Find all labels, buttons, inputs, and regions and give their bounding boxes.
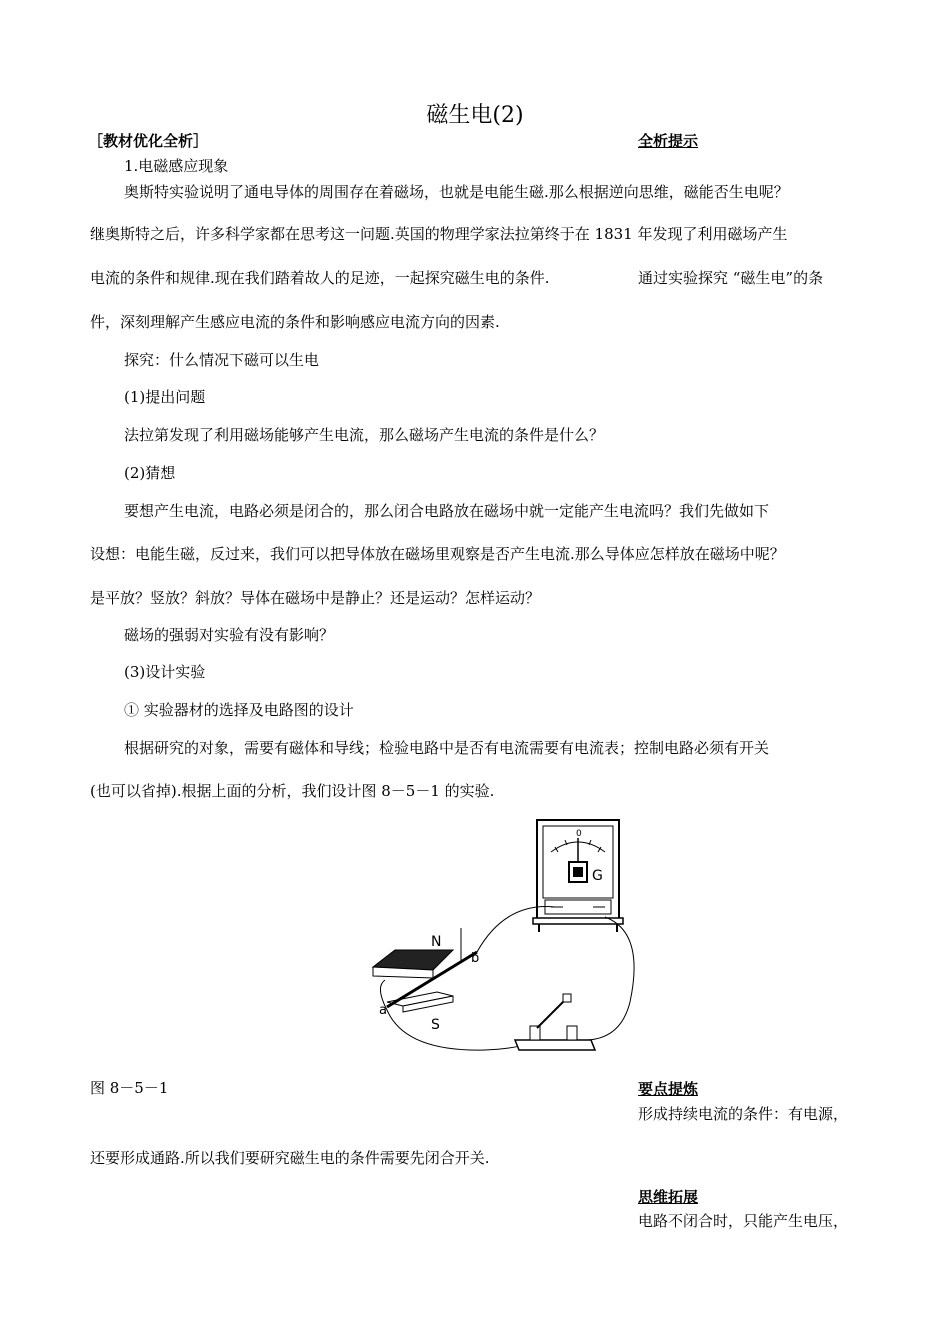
page-title: 磁生电(2) (426, 103, 524, 128)
side-header-thinking: 思维拓展 (638, 1188, 699, 1206)
inquiry-heading: 探究：什么情况下磁可以生电 (124, 351, 320, 369)
knife-switch (515, 994, 595, 1050)
point-a-label: a (379, 1003, 387, 1018)
paragraph-line: (也可以省掉).根据上面的分析，我们设计图 8－5－1 的实验. (90, 782, 495, 800)
scale-zero-label: 0 (576, 829, 582, 839)
heading-electromagnetic-induction: 1.电磁感应现象 (124, 157, 229, 175)
side-note-inquiry: 通过实验探究 “磁生电”的条 (638, 269, 824, 287)
step-1-text: 法拉第发现了利用磁场能够产生电流，那么磁场产生电流的条件是什么？ (124, 426, 605, 444)
step-2-heading: (2)猜想 (124, 464, 176, 482)
side-header-key-points: 要点提炼 (638, 1080, 699, 1098)
figure-caption: 图 8－5－1 (90, 1079, 169, 1097)
step-3-subheading: ① 实验器材的选择及电路图的设计 (124, 701, 354, 719)
experiment-figure (365, 812, 645, 1057)
paragraph-line: 要想产生电流，电路必须是闭合的，那么闭合电路放在磁场中就一定能产生电流吗？我们先做如下 (124, 502, 770, 520)
south-pole-label: S (431, 1017, 440, 1033)
paragraph-line: 根据研究的对象，需要有磁体和导线；检验电路中是否有电流需要有电流表；控制电路必须有开关 (124, 739, 770, 757)
paragraph-line: 继奥斯特之后，许多科学家都在思考这一问题.英国的物理学家法拉第终于在 1831 年发现了利用磁场产生 (90, 225, 788, 243)
north-pole-label: N (431, 934, 442, 950)
step-2-extra: 磁场的强弱对实验有没有影响？ (124, 626, 335, 644)
paragraph-line: 奥斯特实验说明了通电导体的周围存在着磁场，也就是电能生磁.那么根据逆向思维，磁能否生电呢？ (124, 183, 789, 201)
side-header-analysis: 全析提示 (638, 132, 699, 150)
paragraph-line: 电流的条件和规律.现在我们踏着故人的足迹，一起探究磁生电的条件. (90, 269, 550, 287)
galvanometer-label: G (592, 868, 603, 884)
paragraph-line: 是平放？竖放？斜放？导体在磁场中是静止？还是运动？怎样运动？ (90, 589, 541, 607)
section-header: ［教材优化全析］ (88, 132, 209, 150)
point-b-label: b (471, 951, 480, 966)
side-note-key-points: 形成持续电流的条件：有电源， (638, 1105, 849, 1123)
paragraph-line: 件，深刻理解产生感应电流的条件和影响感应电流方向的因素. (90, 313, 500, 331)
step-1-heading: (1)提出问题 (124, 388, 206, 406)
galvanometer (533, 820, 623, 932)
paragraph-line: 设想：电能生磁，反过来，我们可以把导体放在磁场里观察是否产生电流.那么导体应怎样放在磁场中呢？ (90, 545, 785, 563)
side-note-thinking: 电路不闭合时，只能产生电压， (638, 1212, 849, 1230)
step-3-heading: (3)设计实验 (124, 663, 206, 681)
side-note-key-points-continued: 还要形成通路.所以我们要研究磁生电的条件需要先闭合开关. (90, 1149, 490, 1167)
